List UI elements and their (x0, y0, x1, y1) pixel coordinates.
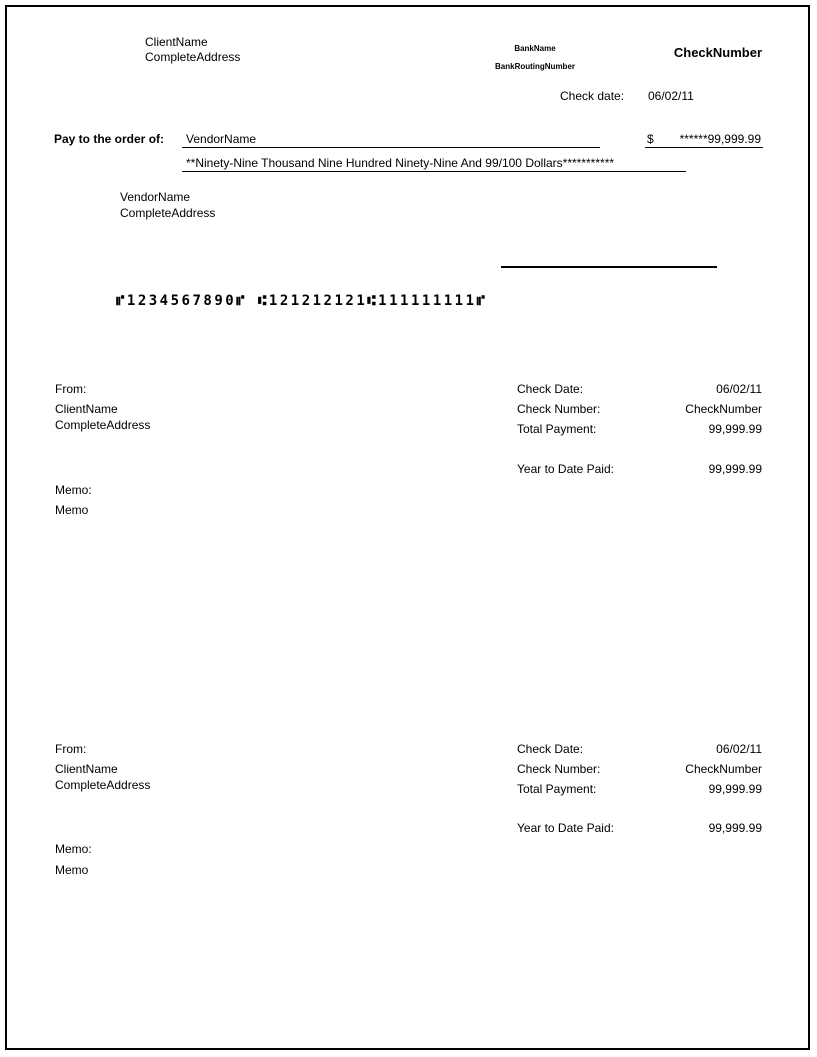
payee-line: VendorName (182, 130, 600, 148)
amount-words-line: **Ninety-Nine Thousand Nine Hundred Ninety-Nine And 99/100 Dollars*********** (182, 154, 686, 172)
check-date-label: Check date: (560, 89, 625, 103)
micr-line: ⑈1234567890⑈ ⑆121212121⑆111111111⑈ (116, 293, 488, 309)
signature-line (501, 266, 717, 268)
stub2-check-date-value: 06/02/11 (716, 742, 762, 756)
check-date-value: 06/02/11 (648, 89, 694, 103)
stub1-memo-label: Memo: (55, 483, 92, 497)
stub1-check-number-value: CheckNumber (685, 402, 762, 416)
vendor-name: VendorName (120, 190, 191, 204)
stub1-client-name: ClientName (55, 402, 118, 416)
stub2-memo-value: Memo (55, 863, 89, 877)
stub1-from-label: From: (55, 382, 87, 396)
stub1-check-date-value: 06/02/11 (716, 382, 762, 396)
stub2-memo-label: Memo: (55, 842, 92, 856)
stub1-total-payment-label: Total Payment: (517, 422, 597, 436)
currency-symbol: $ (647, 132, 654, 146)
stub2-total-payment-label: Total Payment: (517, 782, 597, 796)
client-address: CompleteAddress (145, 50, 241, 64)
stub1-memo-value: Memo (55, 503, 89, 517)
stub1-ytd-value: 99,999.99 (708, 462, 762, 476)
client-name: ClientName (145, 35, 208, 49)
stub1-ytd-label: Year to Date Paid: (517, 462, 614, 476)
stub2-ytd-label: Year to Date Paid: (517, 821, 614, 835)
stub2-from-label: From: (55, 742, 87, 756)
stub2-total-payment-value: 99,999.99 (708, 782, 762, 796)
bank-routing-number: BankRoutingNumber (495, 62, 575, 71)
stub1-check-number-label: Check Number: (517, 402, 601, 416)
stub2-client-address: CompleteAddress (55, 778, 151, 792)
stub1-check-date-label: Check Date: (517, 382, 584, 396)
amount-value: ******99,999.99 (679, 132, 761, 146)
stub2-check-number-value: CheckNumber (685, 762, 762, 776)
stub2-check-number-label: Check Number: (517, 762, 601, 776)
bank-name: BankName (514, 44, 556, 53)
amount-line (645, 130, 763, 148)
pay-to-label: Pay to the order of: (54, 132, 165, 146)
stub2-ytd-value: 99,999.99 (708, 821, 762, 835)
stub1-total-payment-value: 99,999.99 (708, 422, 762, 436)
check-number: CheckNumber (673, 45, 762, 60)
vendor-address: CompleteAddress (120, 206, 216, 220)
stub2-client-name: ClientName (55, 762, 118, 776)
stub1-client-address: CompleteAddress (55, 418, 151, 432)
stub2-check-date-label: Check Date: (517, 742, 584, 756)
